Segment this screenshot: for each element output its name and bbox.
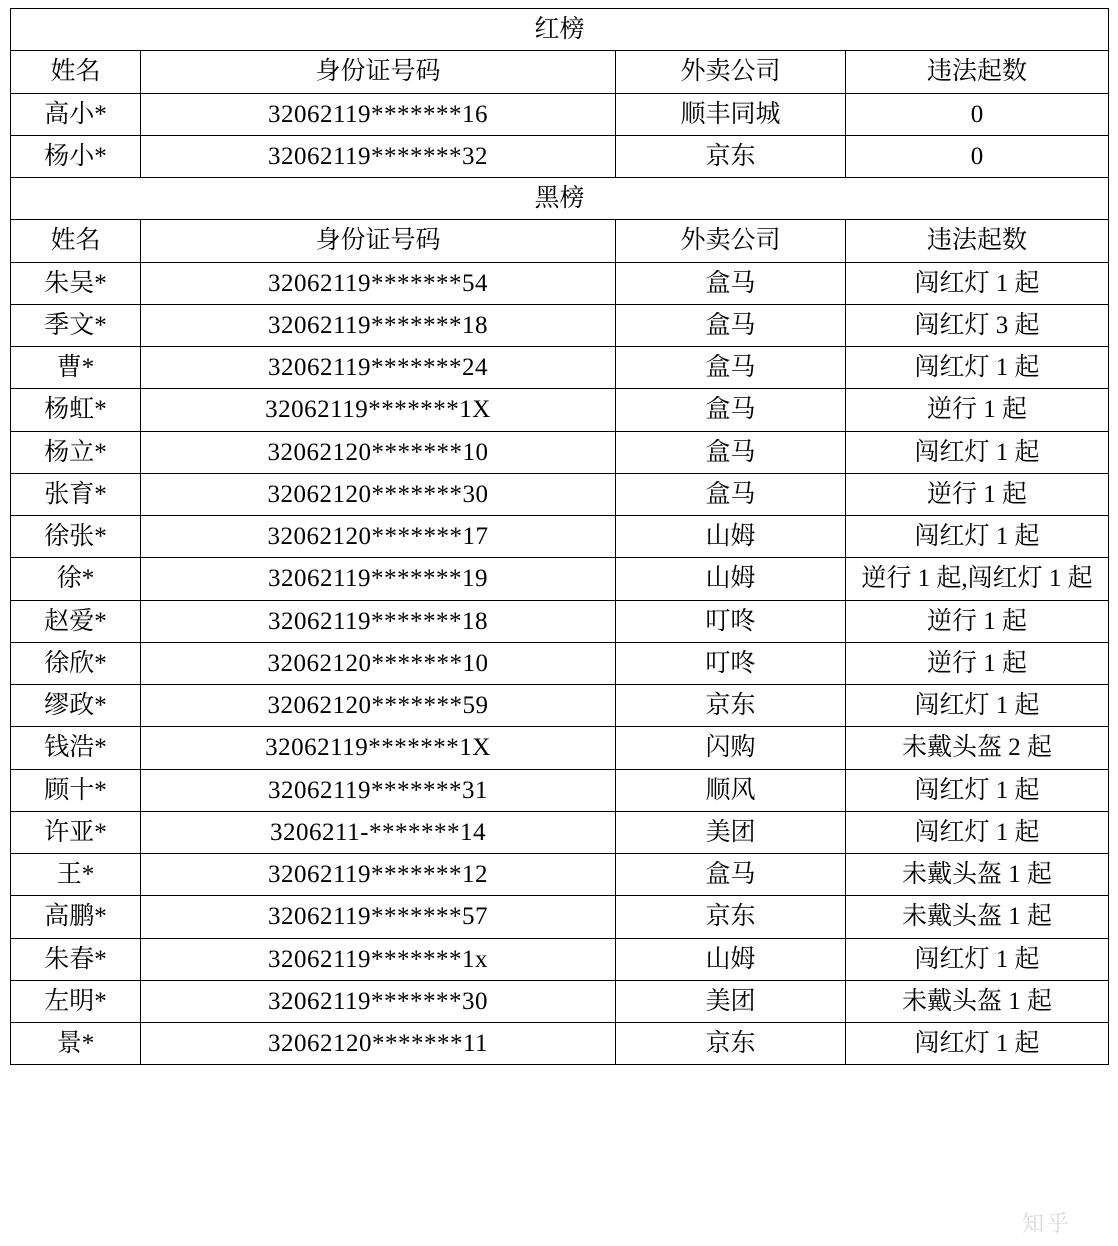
- cell-id: 32062120*******10: [141, 431, 616, 473]
- cell-name: 王*: [11, 854, 141, 896]
- table-row: [11, 642, 1109, 684]
- column-header-id: 身份证号码: [141, 220, 616, 262]
- cell-violation: 未戴头盔 1 起: [846, 980, 1109, 1022]
- cell-id: 32062119*******18: [141, 600, 616, 642]
- cell-company: 盒马: [616, 473, 846, 515]
- table-row: [11, 516, 1109, 558]
- cell-name: 季文*: [11, 304, 141, 346]
- cell-company: 美团: [616, 980, 846, 1022]
- column-header-company: 外卖公司: [616, 220, 846, 262]
- column-header-name: 姓名: [11, 51, 141, 93]
- cell-name: 顾十*: [11, 769, 141, 811]
- table-header-row: [11, 51, 1109, 93]
- cell-name: 缪政*: [11, 685, 141, 727]
- cell-violation: 闯红灯 3 起: [846, 304, 1109, 346]
- cell-id: 32062119*******12: [141, 854, 616, 896]
- cell-name: 钱浩*: [11, 727, 141, 769]
- violation-table: [10, 8, 1109, 1065]
- table-row: [11, 431, 1109, 473]
- column-header-violation: 违法起数: [846, 51, 1109, 93]
- table-row: [11, 135, 1109, 177]
- cell-id: 32062120*******30: [141, 473, 616, 515]
- section-title-row: [11, 9, 1109, 51]
- table-row: [11, 685, 1109, 727]
- table-row: [11, 727, 1109, 769]
- cell-name: 杨虹*: [11, 389, 141, 431]
- cell-company: 盒马: [616, 389, 846, 431]
- column-header-violation: 违法起数: [846, 220, 1109, 262]
- cell-company: 盒马: [616, 347, 846, 389]
- cell-id: 32062119*******1x: [141, 938, 616, 980]
- table-row: [11, 938, 1109, 980]
- cell-name: 高鹏*: [11, 896, 141, 938]
- cell-violation: 逆行 1 起: [846, 473, 1109, 515]
- cell-id: 32062119*******31: [141, 769, 616, 811]
- cell-company: 美团: [616, 811, 846, 853]
- cell-name: 朱春*: [11, 938, 141, 980]
- table-row: [11, 347, 1109, 389]
- cell-id: 32062120*******17: [141, 516, 616, 558]
- cell-id: 32062119*******57: [141, 896, 616, 938]
- column-header-name: 姓名: [11, 220, 141, 262]
- section-title-row: [11, 178, 1109, 220]
- cell-violation: 闯红灯 1 起: [846, 516, 1109, 558]
- cell-company: 山姆: [616, 516, 846, 558]
- cell-name: 徐欣*: [11, 642, 141, 684]
- cell-id: 32062119*******32: [141, 135, 616, 177]
- cell-violation: 闯红灯 1 起: [846, 938, 1109, 980]
- cell-company: 顺丰同城: [616, 93, 846, 135]
- cell-id: 32062119*******30: [141, 980, 616, 1022]
- cell-company: 叮咚: [616, 600, 846, 642]
- table-row: [11, 811, 1109, 853]
- cell-company: 盒马: [616, 262, 846, 304]
- cell-name: 赵爱*: [11, 600, 141, 642]
- cell-company: 京东: [616, 685, 846, 727]
- cell-company: 顺风: [616, 769, 846, 811]
- cell-name: 徐*: [11, 558, 141, 600]
- table-row: [11, 304, 1109, 346]
- cell-violation: 闯红灯 1 起: [846, 769, 1109, 811]
- section-title-black: 黑榜: [11, 178, 1109, 220]
- cell-violation: 0: [846, 135, 1109, 177]
- cell-id: 32062120*******10: [141, 642, 616, 684]
- cell-violation: 未戴头盔 1 起: [846, 854, 1109, 896]
- cell-id: 32062119*******54: [141, 262, 616, 304]
- cell-company: 盒马: [616, 304, 846, 346]
- section-title-red: 红榜: [11, 9, 1109, 51]
- cell-violation: 闯红灯 1 起: [846, 1023, 1109, 1065]
- cell-violation: 0: [846, 93, 1109, 135]
- cell-violation: 未戴头盔 2 起: [846, 727, 1109, 769]
- table-row: [11, 473, 1109, 515]
- table-row: [11, 558, 1109, 600]
- cell-violation: 闯红灯 1 起: [846, 811, 1109, 853]
- cell-name: 高小*: [11, 93, 141, 135]
- cell-violation: 闯红灯 1 起: [846, 685, 1109, 727]
- cell-company: 京东: [616, 896, 846, 938]
- cell-id: 32062119*******24: [141, 347, 616, 389]
- cell-violation: 未戴头盔 1 起: [846, 896, 1109, 938]
- cell-name: 朱吴*: [11, 262, 141, 304]
- cell-id: 32062119*******1X: [141, 389, 616, 431]
- cell-company: 盒马: [616, 431, 846, 473]
- cell-name: 曹*: [11, 347, 141, 389]
- cell-name: 杨立*: [11, 431, 141, 473]
- cell-violation: 闯红灯 1 起: [846, 431, 1109, 473]
- cell-id: 32062119*******18: [141, 304, 616, 346]
- cell-company: 京东: [616, 135, 846, 177]
- cell-violation: 逆行 1 起: [846, 600, 1109, 642]
- cell-name: 景*: [11, 1023, 141, 1065]
- cell-id: 32062120*******11: [141, 1023, 616, 1065]
- cell-id: 32062119*******1X: [141, 727, 616, 769]
- table-row: [11, 769, 1109, 811]
- cell-id: 32062119*******16: [141, 93, 616, 135]
- cell-company: 叮咚: [616, 642, 846, 684]
- table-body: [11, 9, 1109, 1065]
- column-header-company: 外卖公司: [616, 51, 846, 93]
- cell-company: 山姆: [616, 558, 846, 600]
- cell-violation: 闯红灯 1 起: [846, 347, 1109, 389]
- table-row: [11, 389, 1109, 431]
- table-header-row: [11, 220, 1109, 262]
- table-row: [11, 93, 1109, 135]
- cell-name: 张育*: [11, 473, 141, 515]
- watermark: 知乎: [1021, 1211, 1072, 1236]
- cell-violation: 逆行 1 起,闯红灯 1 起: [846, 558, 1109, 600]
- table-row: [11, 1023, 1109, 1065]
- table-row: [11, 854, 1109, 896]
- cell-company: 盒马: [616, 854, 846, 896]
- cell-id: 32062120*******59: [141, 685, 616, 727]
- table-row: [11, 262, 1109, 304]
- cell-company: 山姆: [616, 938, 846, 980]
- cell-id: 3206211-*******14: [141, 811, 616, 853]
- cell-name: 杨小*: [11, 135, 141, 177]
- column-header-id: 身份证号码: [141, 51, 616, 93]
- table-row: [11, 896, 1109, 938]
- table-row: [11, 980, 1109, 1022]
- cell-violation: 逆行 1 起: [846, 389, 1109, 431]
- cell-id: 32062119*******19: [141, 558, 616, 600]
- table-row: [11, 600, 1109, 642]
- cell-name: 左明*: [11, 980, 141, 1022]
- cell-company: 闪购: [616, 727, 846, 769]
- cell-violation: 闯红灯 1 起: [846, 262, 1109, 304]
- cell-violation: 逆行 1 起: [846, 642, 1109, 684]
- cell-name: 许亚*: [11, 811, 141, 853]
- cell-company: 京东: [616, 1023, 846, 1065]
- cell-name: 徐张*: [11, 516, 141, 558]
